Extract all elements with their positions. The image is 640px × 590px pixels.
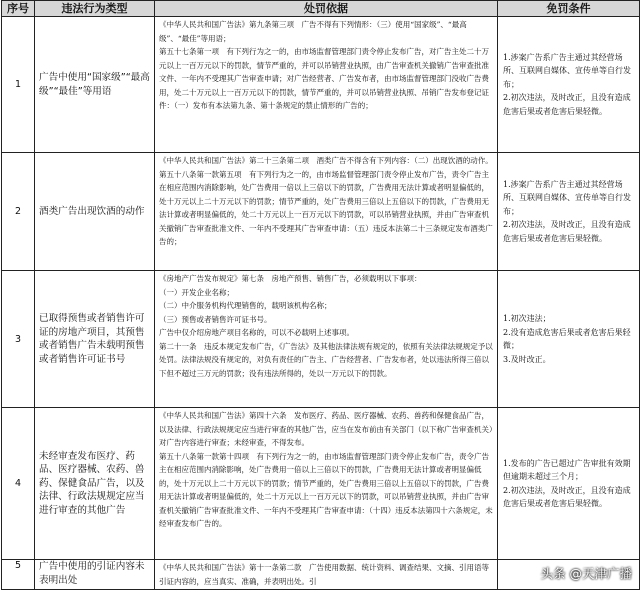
basis-paragraph: 广告中仅介绍房地产项目名称的，可以不必载明上述事项。 [159,328,354,337]
basis-paragraph: （三）预售或者销售许可证书号。 [159,314,272,324]
row-index: 2 [2,153,35,271]
row-index: 1 [2,17,35,153]
violation-type: 未经审查发布医疗、药品、医疗器械、农药、兽药、保健食品广告，以及法律、行政法规规定应当进行审查的其他广告 [35,408,155,560]
exemption-conditions [498,153,640,271]
row-index: 4 [2,408,35,560]
exemption-item: 3.及时改正。 [503,354,551,364]
violation-type: 酒类广告出现饮酒的动作 [35,153,155,271]
exemption-item: 1.初次违法； [503,314,551,323]
table-header-row [2,1,640,17]
exemption-item: 2.初次违法，及时改正，且没有造成危害后果或者危害后果轻微。 [503,93,631,116]
penalty-basis [155,153,498,271]
exemption-conditions [498,271,640,408]
exemption-item: 2.初次违法，及时改正，且没有造成危害后果或者危害后果轻微。 [503,220,631,243]
table-row [2,17,640,153]
penalty-table [1,0,640,590]
exemption-item: 2.没有造成危害后果或者危害后果轻微； [503,327,631,350]
header-exemption-conditions: 免罚条件 [498,1,640,17]
violation-type: 广告中使用的引证内容未表明出处 [35,560,155,590]
basis-paragraph: （二）中介服务机构代理销售的，载明该机构名称； [159,301,332,310]
table-row [2,408,640,560]
table-row [2,153,640,271]
watermark: 头条 @天津广播 [540,566,632,581]
basis-paragraph: 《中华人民共和国广告法》第二十三条第二项 酒类广告不得含有下列内容：（二）出现饮酒的动作。 [159,156,493,165]
row-index: 3 [2,271,35,408]
header-violation-type: 违法行为类型 [35,1,155,17]
basis-paragraph: 《房地产广告发布规定》第七条 房地产预售、销售广告，必须载明以下事项： [159,274,422,283]
exemption-item: 1.发布的广告已超过广告审批有效期但逾期未超过三个月； [503,458,631,481]
row-index: 5 [2,560,35,590]
exemption-item: 2.初次违法，及时改正，且没有造成危害后果或者危害后果轻微。 [503,485,631,508]
table-row [2,271,640,408]
exemption-item: 1.涉案广告系广告主通过其经营场所、互联网自媒体、宣传单等自行发布； [503,179,631,216]
exemption-item: 1.涉案广告系广告主通过其经营场所、互联网自媒体、宣传单等自行发布； [503,52,631,89]
violation-type: 已取得预售或者销售许可证的房地产项目，其预售或者销售广告未载明预售或者销售许可证书号 [35,271,155,408]
exemption-conditions [498,17,640,153]
basis-paragraph: 第五十七条第一项 有下列行为之一的，由市场监督管理部门责令停止发布广告，对广告主处二十万元以上一百万元以下的罚款，情节严重的，并可以吊销营业执照，由广告审查机关撤销广告审查批准文件、一年内不受理其广告审查申请；对广告经营者、广告发布者，由市场监督管理部门没收广告费用，处二十万元以上一百万元以下的罚款，情节严重的，并可以吊销营业执照、吊销广告发布登记证件：（一）发布有本法第九条、第十条规定的禁止情形的广告的； [159,47,489,110]
basis-paragraph: 第五十八条第一款第十四项 有下列行为之一的，由市场监督管理部门责令停止发布广告，责令广告主在相应范围内消除影响，处广告费用一倍以上三倍以下的罚款，广告费用无法计算或者明显偏低的，处十万元以上二十万元以下的罚款；情节严重的，处广告费用三倍以上五倍以下的罚款，广告费用无法计算或者明显偏低的，处二十万元以上一百万元以下的罚款，可以吊销营业执照，并由广告审查机关撤销广告审查批准文件、一年内不受理其广告审查申请：（十四）违反本法第四十六条规定，未经审查发布广告的。 [159,451,493,528]
violation-type: 广告中使用“国家级”“最高级”“最佳”等用语 [35,17,155,153]
penalty-basis [155,560,498,590]
basis-paragraph: （一）开发企业名称； [159,287,234,297]
penalty-basis [155,408,498,560]
basis-paragraph: 第二十一条 违反本规定发布广告，《广告法》及其他法律法规有规定的，依照有关法律法规规定予以处罚。法律法规没有规定的，对负有责任的广告主、广告经营者、广告发布者，处以违法所得三倍以下但不超过三万元的罚款；没有违法所得的，处以一万元以下的罚款。 [159,341,493,378]
basis-paragraph: 《中华人民共和国广告法》第十一条第二款 广告使用数据、统计资料、调查结果、文摘、引用语等引证内容的，应当真实、准确，并表明出处。引 [159,563,489,586]
basis-paragraph: 《中华人民共和国广告法》第四十六条 发布医疗、药品、医疗器械、农药、兽药和保健食品广告，以及法律、行政法规规定应当进行审查的其他广告，应当在发布前由有关部门（以下称广告审查机关）对广告内容进行审查；未经审查，不得发布。 [159,411,493,447]
penalty-basis [155,271,498,408]
header-index: 序号 [2,1,35,17]
exemption-conditions [498,408,640,560]
basis-paragraph: 第五十八条第一款第五项 有下列行为之一的，由市场监督管理部门责令停止发布广告，责令广告主在相应范围内消除影响，处广告费用一倍以上三倍以下的罚款，广告费用无法计算或者明显偏低的，处十万元以上二十万元以下的罚款；情节严重的，处广告费用三倍以上五倍以下的罚款，广告费用无法计算或者明显偏低的，处二十万元以上一百万元以下的罚款，可以吊销营业执照，并由广告审查机关撤销广告审查批准文件、一年内不受理其广告审查申请：（五）违反本法第二十三条规定发布酒类广告的； [159,169,493,246]
header-penalty-basis: 处罚依据 [155,1,498,17]
penalty-basis [155,17,498,153]
basis-paragraph: 《中华人民共和国广告法》第九条第三项 广告不得有下列情形：（三）使用“国家级”、“最高级”、“最佳”等用语； [159,20,467,43]
